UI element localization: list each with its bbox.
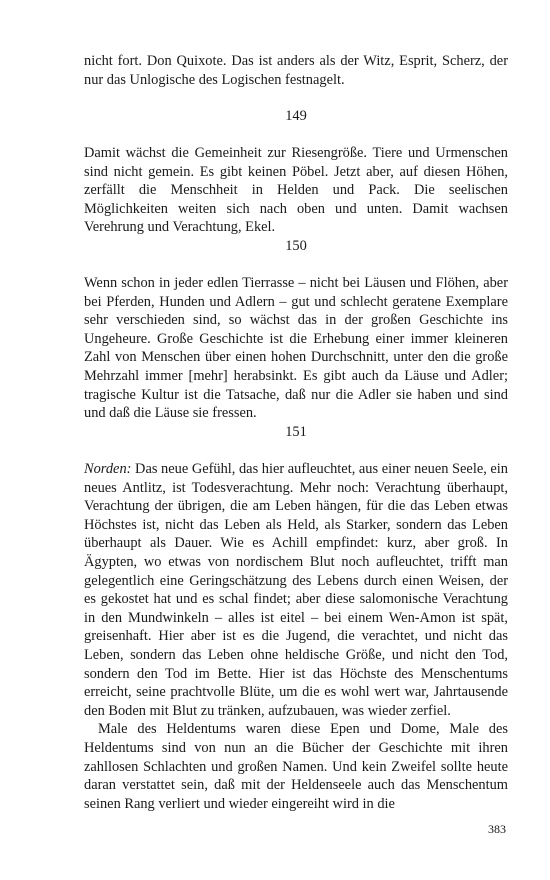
paragraph: Damit wächst die Gemeinheit zur Riesengröße. Tiere und Urmenschen sind nicht gemein. Es gibt keinen Pöbel. Jetzt aber, auf diesen Höhen, zerfällt die Menschheit in Helden und Pack. Die seelischen Möglichkeiten weiten sich nach oben und unten. Damit wachsen Verehrung und Verachtung, Ekel. <box>84 145 508 236</box>
section-number-151: 151 <box>285 424 307 440</box>
paragraph: Male des Heldentums waren diese Epen und Dome, Male des Heldentums sind von nun an die Bücher der Geschichte mit ihren zahllosen Schlachten und großen Namen. Und kein Zweifel sollte heute daran verstattet sein, daß mit der Heldenseele auch das Menschentum seinen Rang verliert und wieder eingereiht wird in die <box>84 721 508 812</box>
page-number: 383 <box>488 822 506 836</box>
paragraph-lead: Norden: <box>84 461 132 477</box>
section-149-body <box>84 144 508 237</box>
section-151-body <box>84 460 508 813</box>
section-number-149: 149 <box>285 108 307 124</box>
fragment-top <box>84 52 508 89</box>
paragraph: nicht fort. Don Quixote. Das ist anders als der Witz, Esprit, Scherz, der nur das Unlogische des Logischen festnagelt. <box>84 53 508 88</box>
section-number-150: 150 <box>285 238 307 254</box>
paragraph-text: Das neue Gefühl, das hier aufleuchtet, aus einer neuen Seele, ein neues Antlitz, ist Todesverachtung. Mehr noch: Verachtung überhaupt, Verachtung der übrigen, die am Leben hängen, für die das Leben etwas Höchstes ist, nicht das Leben als Held, als Starker, sondern das Leben überhaupt als Dauer. Wie es Achill empfindet: kurz, aber groß. In Ägypten, wo etwas von nordischem Blut noch aufleuchtet, trifft man gelegentlich eine Geringschätzung des Lebens durch einen Weisen, der es gekostet hat und es schal findet; aber diese salomonische Verachtung in den Mundwinkeln – alles ist eitel – bei einem Wen-Amon ist spät, greisenhaft. Hier aber ist es die Jugend, die verachtet, und nicht das Leben, sondern das Leben ohne heldische Größe, und nicht den Tod, sondern den Tod im Bette. Hier ist das Höchste des Menschentums erreicht, seine prachtvolle Blüte, um die es wohl wert war, Jahrtausende den Boden mit Blut zu tränken, aufzubauen, was wieder zerfiel. <box>84 461 508 719</box>
section-150-body <box>84 274 508 423</box>
paragraph: Wenn schon in jeder edlen Tierrasse – nicht bei Läusen und Flöhen, aber bei Pferden, Hunden und Adlern – gut und schlecht geratene Exemplare sehr verschieden sind, so wächst das in der großen Geschichte ins Ungeheure. Große Geschichte ist die Erhebung einer immer kleineren Zahl von Menschen über einen hohen Durchschnitt, unter den die große Mehrzahl immer [mehr] herabsinkt. Es gibt auch da Läuse und Adler; tragische Kultur ist die Tatsache, daß nur die Adler sie haben und sind und daß die Läuse sie fressen. <box>84 275 508 422</box>
paragraph <box>84 460 508 720</box>
